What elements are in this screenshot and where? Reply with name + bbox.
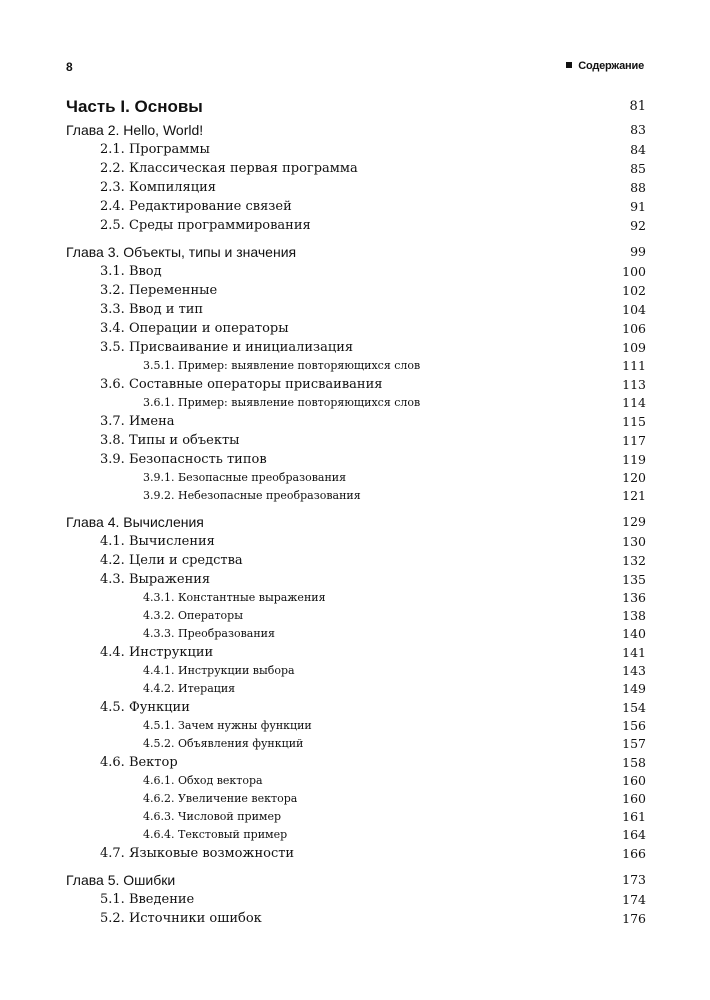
toc-page-number: 91 — [630, 199, 646, 214]
toc-page-number: 104 — [622, 302, 646, 317]
toc-section-row — [66, 262, 646, 281]
toc-entry-title: Глава 5. Ошибки — [66, 872, 176, 888]
toc-page-number: 176 — [622, 911, 646, 926]
toc-entry-title: 4.6.2. Увеличение вектора — [143, 792, 298, 805]
toc-part-row — [66, 96, 646, 120]
toc-page-number: 100 — [622, 264, 646, 279]
toc-section-row — [66, 698, 646, 717]
running-head-title: Содержание — [578, 60, 644, 72]
toc-entry-title: 3.6.1. Пример: выявление повторяющихся слов — [143, 396, 421, 409]
toc-entry-title: Часть I. Основы — [66, 97, 203, 116]
toc-entry-title: 4.6.4. Текстовый пример — [143, 828, 288, 841]
toc-section-row — [66, 159, 646, 178]
toc-section-row — [66, 140, 646, 159]
toc-section-row — [66, 412, 646, 431]
toc-page-number: 158 — [622, 755, 646, 770]
toc-entry-title: 3.8. Типы и объекты — [100, 433, 240, 448]
toc-entry-title: 4.6. Вектор — [100, 755, 178, 770]
toc-chapter-row — [66, 512, 646, 532]
page-header — [66, 60, 644, 76]
toc-entry-title: 3.3. Ввод и тип — [100, 302, 204, 317]
toc-entry-title: 4.3.3. Преобразования — [143, 627, 275, 640]
toc-page-number: 92 — [630, 218, 646, 233]
toc-page-number: 143 — [622, 663, 646, 678]
toc-page-number: 81 — [629, 99, 646, 114]
toc-entry-title: 3.9.1. Безопасные преобразования — [143, 471, 347, 484]
toc-page-number: 154 — [622, 700, 646, 715]
toc-page-number: 130 — [622, 534, 646, 549]
toc-entry-title: Глава 2. Hello, World! — [66, 122, 204, 138]
toc-page-number: 120 — [622, 470, 646, 485]
toc-entry-title: 3.1. Ввод — [100, 264, 162, 279]
toc-page-number: 106 — [622, 321, 646, 336]
toc-entry-title: 5.2. Источники ошибок — [100, 911, 262, 926]
toc-subsection-row — [66, 808, 646, 826]
toc-page-number: 156 — [622, 718, 646, 733]
toc-chapter-row — [66, 242, 646, 262]
toc-section-row — [66, 178, 646, 197]
toc-section-row — [66, 551, 646, 570]
toc-entry-title: 4.4.2. Итерация — [143, 682, 236, 695]
toc-subsection-row — [66, 394, 646, 412]
toc-entry-title: 2.5. Среды программирования — [100, 218, 311, 233]
toc-page-number: 166 — [622, 846, 646, 861]
toc-entry-title: Глава 3. Объекты, типы и значения — [66, 244, 297, 260]
toc-entry-title: 4.1. Вычисления — [100, 534, 215, 549]
toc-section-row — [66, 753, 646, 772]
toc-entry-title: 3.9.2. Небезопасные преобразования — [143, 489, 361, 502]
toc-page-number: 140 — [622, 626, 646, 641]
toc-subsection-row — [66, 826, 646, 844]
toc-section-row — [66, 844, 646, 863]
toc-entry-title: 4.6.1. Обход вектора — [143, 774, 263, 787]
toc-page-number: 135 — [622, 572, 646, 587]
toc-entry-title: 2.2. Классическая первая программа — [100, 161, 358, 176]
toc-entry-title: 3.9. Безопасность типов — [100, 452, 267, 467]
toc-page-number: 136 — [622, 590, 646, 605]
toc-page-number: 161 — [622, 809, 646, 824]
toc-entry-title: 4.2. Цели и средства — [100, 553, 243, 568]
toc-page-number: 174 — [622, 892, 646, 907]
toc-section-row — [66, 375, 646, 394]
toc-page-number: 119 — [622, 452, 646, 467]
toc-section-row — [66, 431, 646, 450]
toc-subsection-row — [66, 625, 646, 643]
toc-subsection-row — [66, 607, 646, 625]
toc-section-row — [66, 450, 646, 469]
toc-page-number: 111 — [622, 358, 646, 373]
toc-page-number: 141 — [622, 645, 646, 660]
toc-entry-title: 4.4.1. Инструкции выбора — [143, 664, 295, 677]
toc-entry-title: 4.3.2. Операторы — [143, 609, 243, 622]
toc-page-number: 164 — [622, 827, 646, 842]
toc-entry-title: 3.5. Присваивание и инициализация — [100, 340, 354, 355]
toc-subsection-row — [66, 589, 646, 607]
toc-entry-title: 3.7. Имена — [100, 414, 175, 429]
square-bullet-icon — [566, 62, 572, 68]
toc-page-number: 160 — [622, 791, 646, 806]
toc-section-row — [66, 909, 646, 928]
toc-chapter-row — [66, 120, 646, 140]
toc-entry-title: 5.1. Введение — [100, 892, 195, 907]
toc-entry-title: 3.2. Переменные — [100, 283, 218, 298]
toc-subsection-row — [66, 680, 646, 698]
toc-section-row — [66, 643, 646, 662]
toc-subsection-row — [66, 735, 646, 753]
toc-page-number: 173 — [622, 872, 646, 887]
toc-page-number: 138 — [622, 608, 646, 623]
toc-page-number: 149 — [622, 681, 646, 696]
toc-page-number: 109 — [622, 340, 646, 355]
toc-page-number: 113 — [622, 377, 646, 392]
toc-entry-title: 4.3. Выражения — [100, 572, 211, 587]
toc-page-number: 121 — [622, 488, 646, 503]
toc-subsection-row — [66, 487, 646, 505]
toc-subsection-row — [66, 717, 646, 735]
toc-section-row — [66, 197, 646, 216]
toc-page-number: 157 — [622, 736, 646, 751]
toc-page-number: 129 — [622, 514, 646, 529]
toc-section-row — [66, 300, 646, 319]
toc-entry-title: 4.6.3. Числовой пример — [143, 810, 282, 823]
toc-entry-title: 4.4. Инструкции — [100, 645, 214, 660]
toc-entry-title: 4.3.1. Константные выражения — [143, 591, 326, 604]
toc-page-number: 114 — [622, 395, 646, 410]
toc-page-number: 83 — [630, 122, 646, 137]
toc-entry-title: 2.4. Редактирование связей — [100, 199, 292, 214]
toc-subsection-row — [66, 357, 646, 375]
toc-chapter-row — [66, 870, 646, 890]
toc-entry-title: 4.7. Языковые возможности — [100, 846, 295, 861]
toc-page-number: 160 — [622, 773, 646, 788]
toc-section-row — [66, 338, 646, 357]
page-number: 8 — [66, 60, 73, 74]
toc-entry-title: 2.3. Компиляция — [100, 180, 216, 195]
toc-entry-title: 4.5.1. Зачем нужны функции — [143, 719, 312, 732]
toc-entry-title: 4.5.2. Объявления функций — [143, 737, 304, 750]
toc-page-number: 102 — [622, 283, 646, 298]
toc-entry-title: 3.6. Составные операторы присваивания — [100, 377, 383, 392]
toc-entry-title: 2.1. Программы — [100, 142, 210, 157]
toc-section-row — [66, 890, 646, 909]
toc-entry-title: 3.4. Операции и операторы — [100, 321, 289, 336]
toc-entry-title: 3.5.1. Пример: выявление повторяющихся слов — [143, 359, 421, 372]
toc-section-row — [66, 216, 646, 235]
toc-section-row — [66, 570, 646, 589]
toc-subsection-row — [66, 662, 646, 680]
toc-page-number: 132 — [622, 553, 646, 568]
toc-page-number: 85 — [630, 161, 646, 176]
table-of-contents — [66, 96, 646, 928]
toc-subsection-row — [66, 772, 646, 790]
toc-section-row — [66, 281, 646, 300]
toc-page-number: 84 — [630, 142, 646, 157]
toc-page-number: 88 — [630, 180, 646, 195]
toc-entry-title: Глава 4. Вычисления — [66, 514, 204, 530]
toc-page-number: 99 — [630, 244, 646, 259]
toc-section-row — [66, 319, 646, 338]
toc-page-number: 117 — [622, 433, 646, 448]
toc-entry-title: 4.5. Функции — [100, 700, 190, 715]
toc-subsection-row — [66, 790, 646, 808]
toc-subsection-row — [66, 469, 646, 487]
toc-section-row — [66, 532, 646, 551]
running-head — [566, 60, 644, 72]
toc-page-number: 115 — [622, 414, 646, 429]
